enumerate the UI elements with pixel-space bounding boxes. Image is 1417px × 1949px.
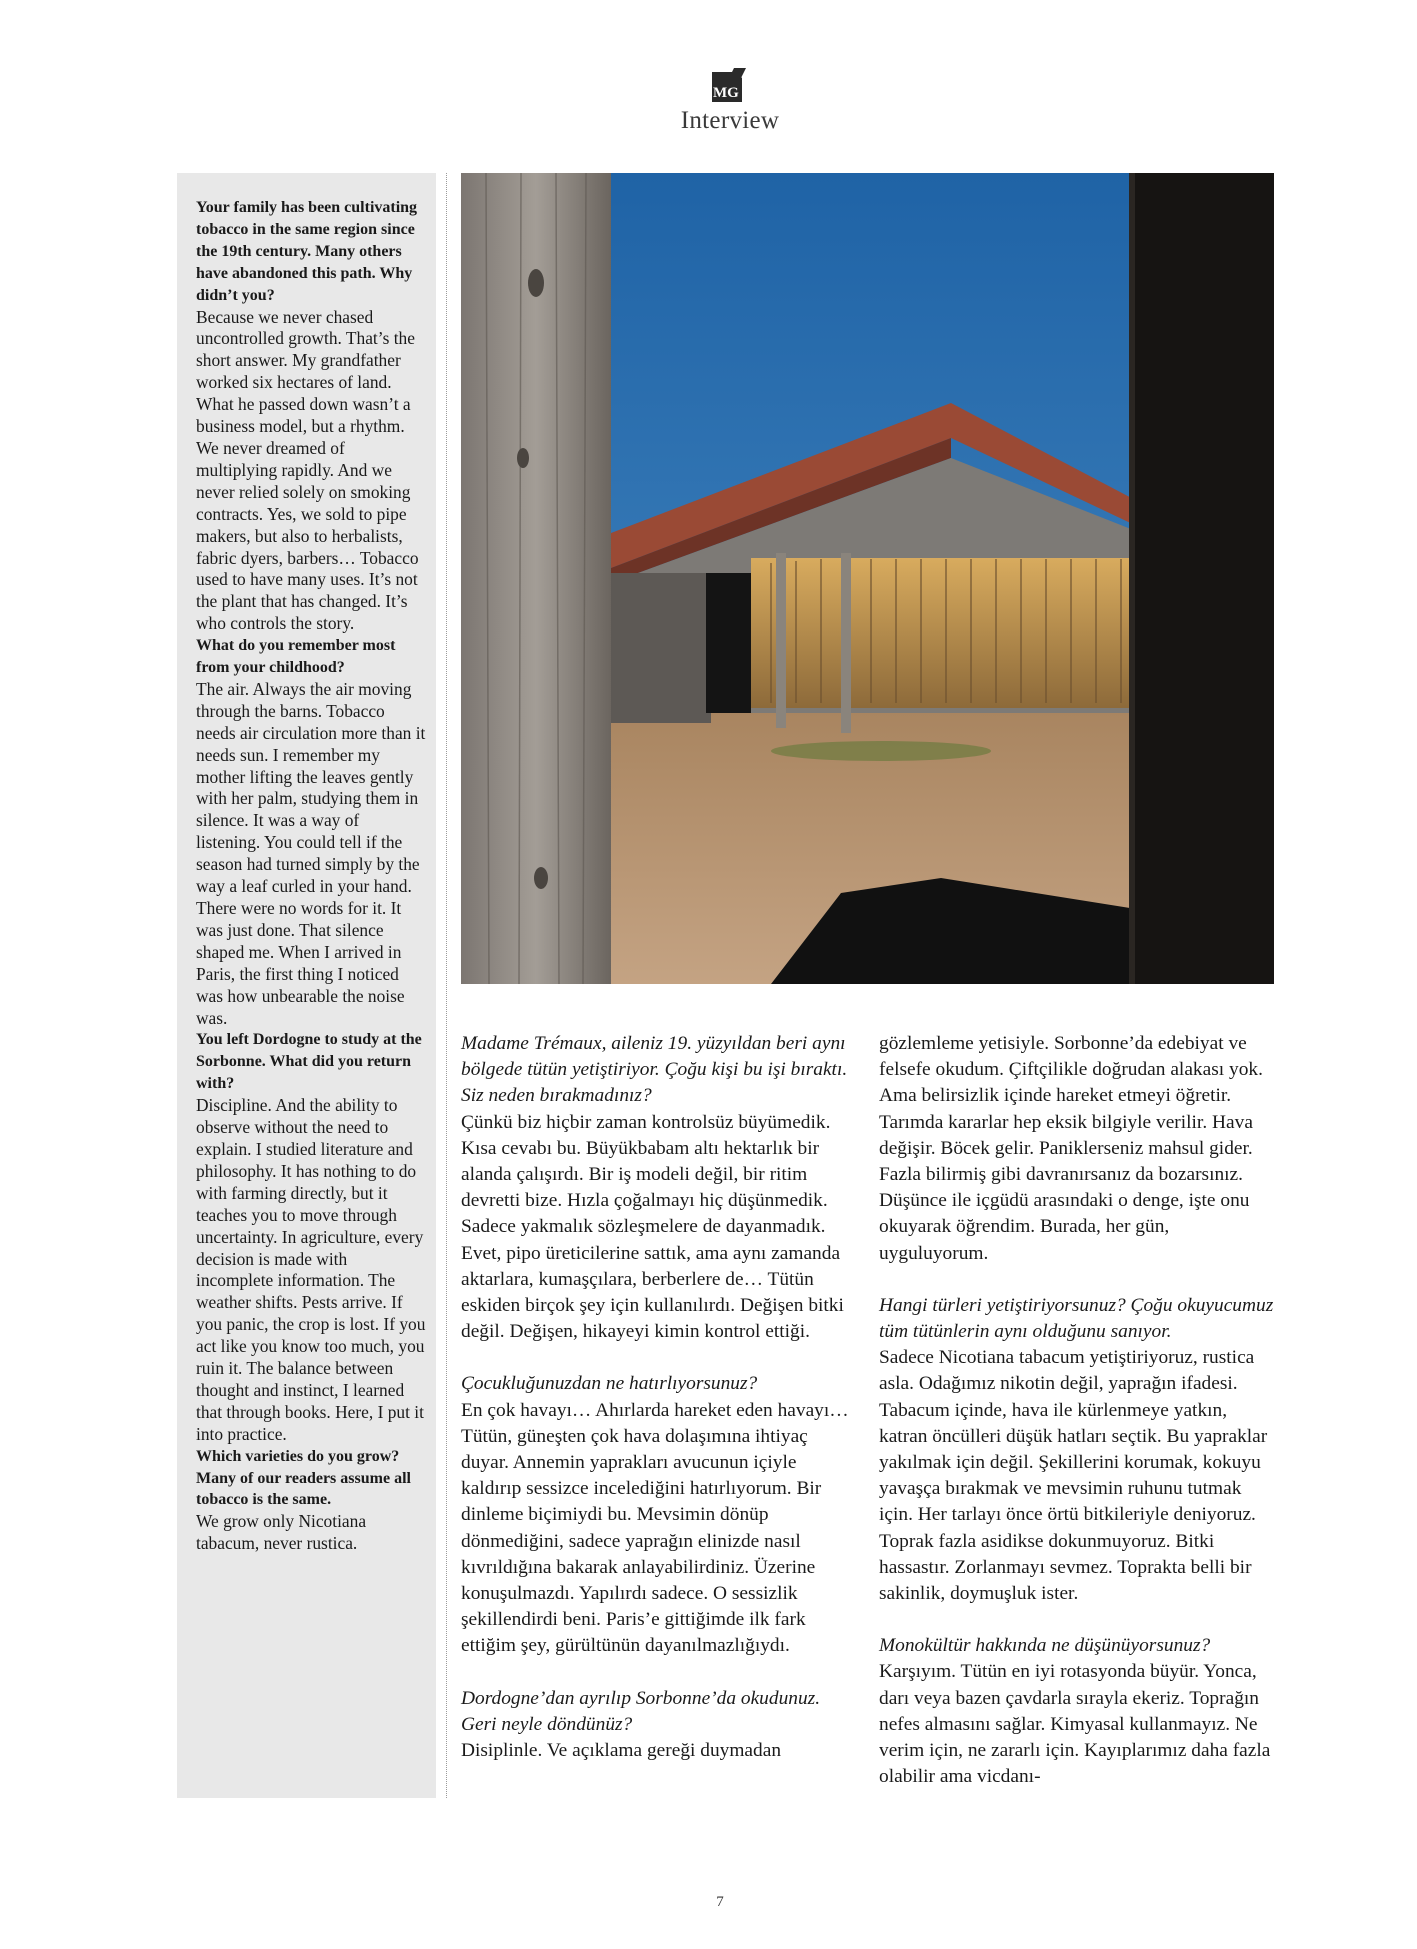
- turkish-question: Monokültür hakkında ne düşünüyorsunuz?: [879, 1635, 1211, 1657]
- turkish-question: Dordogne’dan ayrılıp Sorbonne’da okudunuz. Geri neyle döndünüz?: [461, 1687, 821, 1735]
- turkish-answer: Sadece Nicotiana tabacum yetiştiriyoruz, rustica asla. Odağımız nikotin değil, yaprağın ifadesi. Tabacum içinde, hava ile kürlenmeye yatkın, katran öncülleri düşük hatları seçtik. Bu yapraklar yakılmak için değil. Şekillerini korumak, kokuyu yavaşça bırakmak ve mevsimin ruhunu tutmak için. Her tarlayı önce örtü bitkileriyle deniyoruz. Toprak fazla asidikse dokunmuyoruz. Bitki hassastır. Zorlanmayı sevmez. Toprakta belli bir sakinlik, doymuşluk ister.: [879, 1347, 1268, 1605]
- sidebar-question: You left Dordogne to study at the Sorbonne. What did you return with?: [196, 1031, 422, 1093]
- turkish-question: Madame Trémaux, aileniz 19. yüzyıldan beri aynı bölgede tütün yetiştiriyor. Çoğu kişi bu işi bıraktı. Siz neden bırakmadınız?: [461, 1033, 848, 1107]
- turkish-question: Hangi türleri yetiştiriyorsunuz? Çoğu okuyucumuz tüm tütünlerin aynı olduğunu sanıyor.: [879, 1294, 1274, 1343]
- turkish-column-right: [879, 1031, 1274, 1790]
- sidebar-divider: [446, 173, 447, 1798]
- sidebar-question: Your family has been cultivating tobacco in the same region since the 19th century. Many others have abandoned this path. Why didn’t you?: [196, 199, 418, 304]
- logo-text: MG: [713, 85, 739, 101]
- sidebar-answer: Discipline. And the ability to observe without the need to explain. I studied literature and philosophy. It has nothing to do with farming directly, but it teaches you to move through uncertainty. In agriculture, every decision is made with incomplete information. The weather shifts. Pests arrive. If you panic, the crop is lost. If you act like you know too much, you ruin it. The balance between thought and instinct, I learned that through books. Here, I put it into practice.: [196, 1095, 426, 1444]
- turkish-question: Çocukluğunuzdan ne hatırlıyorsunuz?: [461, 1373, 758, 1395]
- turkish-answer: gözlemleme yetisiyle. Sorbonne’da edebiyat ve felsefe okudum. Çiftçilikle doğrudan alakası yok. Ama belirsizlik içinde hareket etmeyi öğretir. Tarımda kararlar hep eksik bilgiyle verilir. Hava değişir. Böcek gelir. Paniklerseniz mahsul gider. Fazla bilirmiş gibi davranırsanız da bozarsınız. Düşünce ile içgüdü arasındaki o denge, işte onu okuyarak öğrendim. Burada, her gün, uyguluyorum.: [879, 1033, 1263, 1264]
- sidebar-answer: We grow only Nicotiana tabacum, never rustica.: [196, 1511, 367, 1554]
- turkish-answer: Disiplinle. Ve açıklama gereği duymadan: [461, 1740, 782, 1762]
- magazine-logo: [706, 66, 748, 108]
- sidebar-question: Which varieties do you grow? Many of our readers assume all tobacco is the same.: [196, 1447, 411, 1509]
- section-title: Interview: [680, 107, 780, 134]
- sidebar-question: What do you remember most from your childhood?: [196, 637, 396, 677]
- page-number: 7: [716, 1894, 724, 1910]
- tobacco-barn-photo: [461, 173, 1274, 984]
- sidebar-interview: [196, 197, 426, 1555]
- turkish-column-left: [461, 1031, 855, 1764]
- sidebar-answer: The air. Always the air moving through the barns. Tobacco needs air circulation more than it needs sun. I remember my mother lifting the leaves gently with her palm, studying them in silence. It was a way of listening. You could tell if the season had turned simply by the way a leaf curled in your hand. There were no words for it. It was just done. That silence shaped me. When I arrived in Paris, the first thing I noticed was how unbearable the noise was.: [196, 678, 426, 1028]
- sidebar-answer: Because we never chased uncontrolled growth. That’s the short answer. My grandfather worked six hectares of land. What he passed down wasn’t a business model, but a rhythm. We never dreamed of multiplying rapidly. And we never relied solely on smoking contracts. Yes, we sold to pipe makers, but also to herbalists, fabric dyers, barbers… Tobacco used to have many uses. It’s not the plant that has changed. It’s who controls the story.: [196, 306, 419, 634]
- turkish-answer: En çok havayı… Ahırlarda hareket eden havayı… Tütün, güneşten çok hava dolaşımına ihtiyaç duyar. Annemin yaprakları avucunun içiyle kaldırıp sessizce incelediğini hatırlıyorum. Bir dinleme biçimiydi bu. Mevsimin dönüp dönmediğini, sadece yaprağın elinizde nasıl kıvrıldığına bakarak anlayabilirdiniz. Üzerine konuşulmazdı. Yapılırdı sadece. O sessizlik şekillendirdi beni. Paris’e gittiğimde ilk fark ettiğim şey, gürültünün dayanılmazlığıydı.: [461, 1399, 849, 1657]
- turkish-answer: Karşıyım. Tütün en iyi rotasyonda büyür. Yonca, darı veya bazen çavdarla sırayla ekeriz. Toprağın nefes almasını sağlar. Kimyasal kullanmayız. Ne verim için, ne zararlı için. Kayıplarımız daha fazla olabilir ama vicdanı-: [879, 1661, 1271, 1788]
- turkish-answer: Çünkü biz hiçbir zaman kontrolsüz büyümedik. Kısa cevabı bu. Büyükbabam altı hektarlık bir alanda çalışırdı. Bir iş modeli değil, bir ritim devretti bize. Hızla çoğalmayı hiç düşünmedik. Sadece yakmalık sözleşmelere de dayanmadık. Evet, pipo üreticilerine sattık, ama aynı zamanda aktarlara, kumaşçılara, berberlere de… Tütün eskiden birçok şey için kullanılırdı. Değişen bitki değil. Değişen, hikayeyi kimin kontrol ettiği.: [461, 1111, 844, 1343]
